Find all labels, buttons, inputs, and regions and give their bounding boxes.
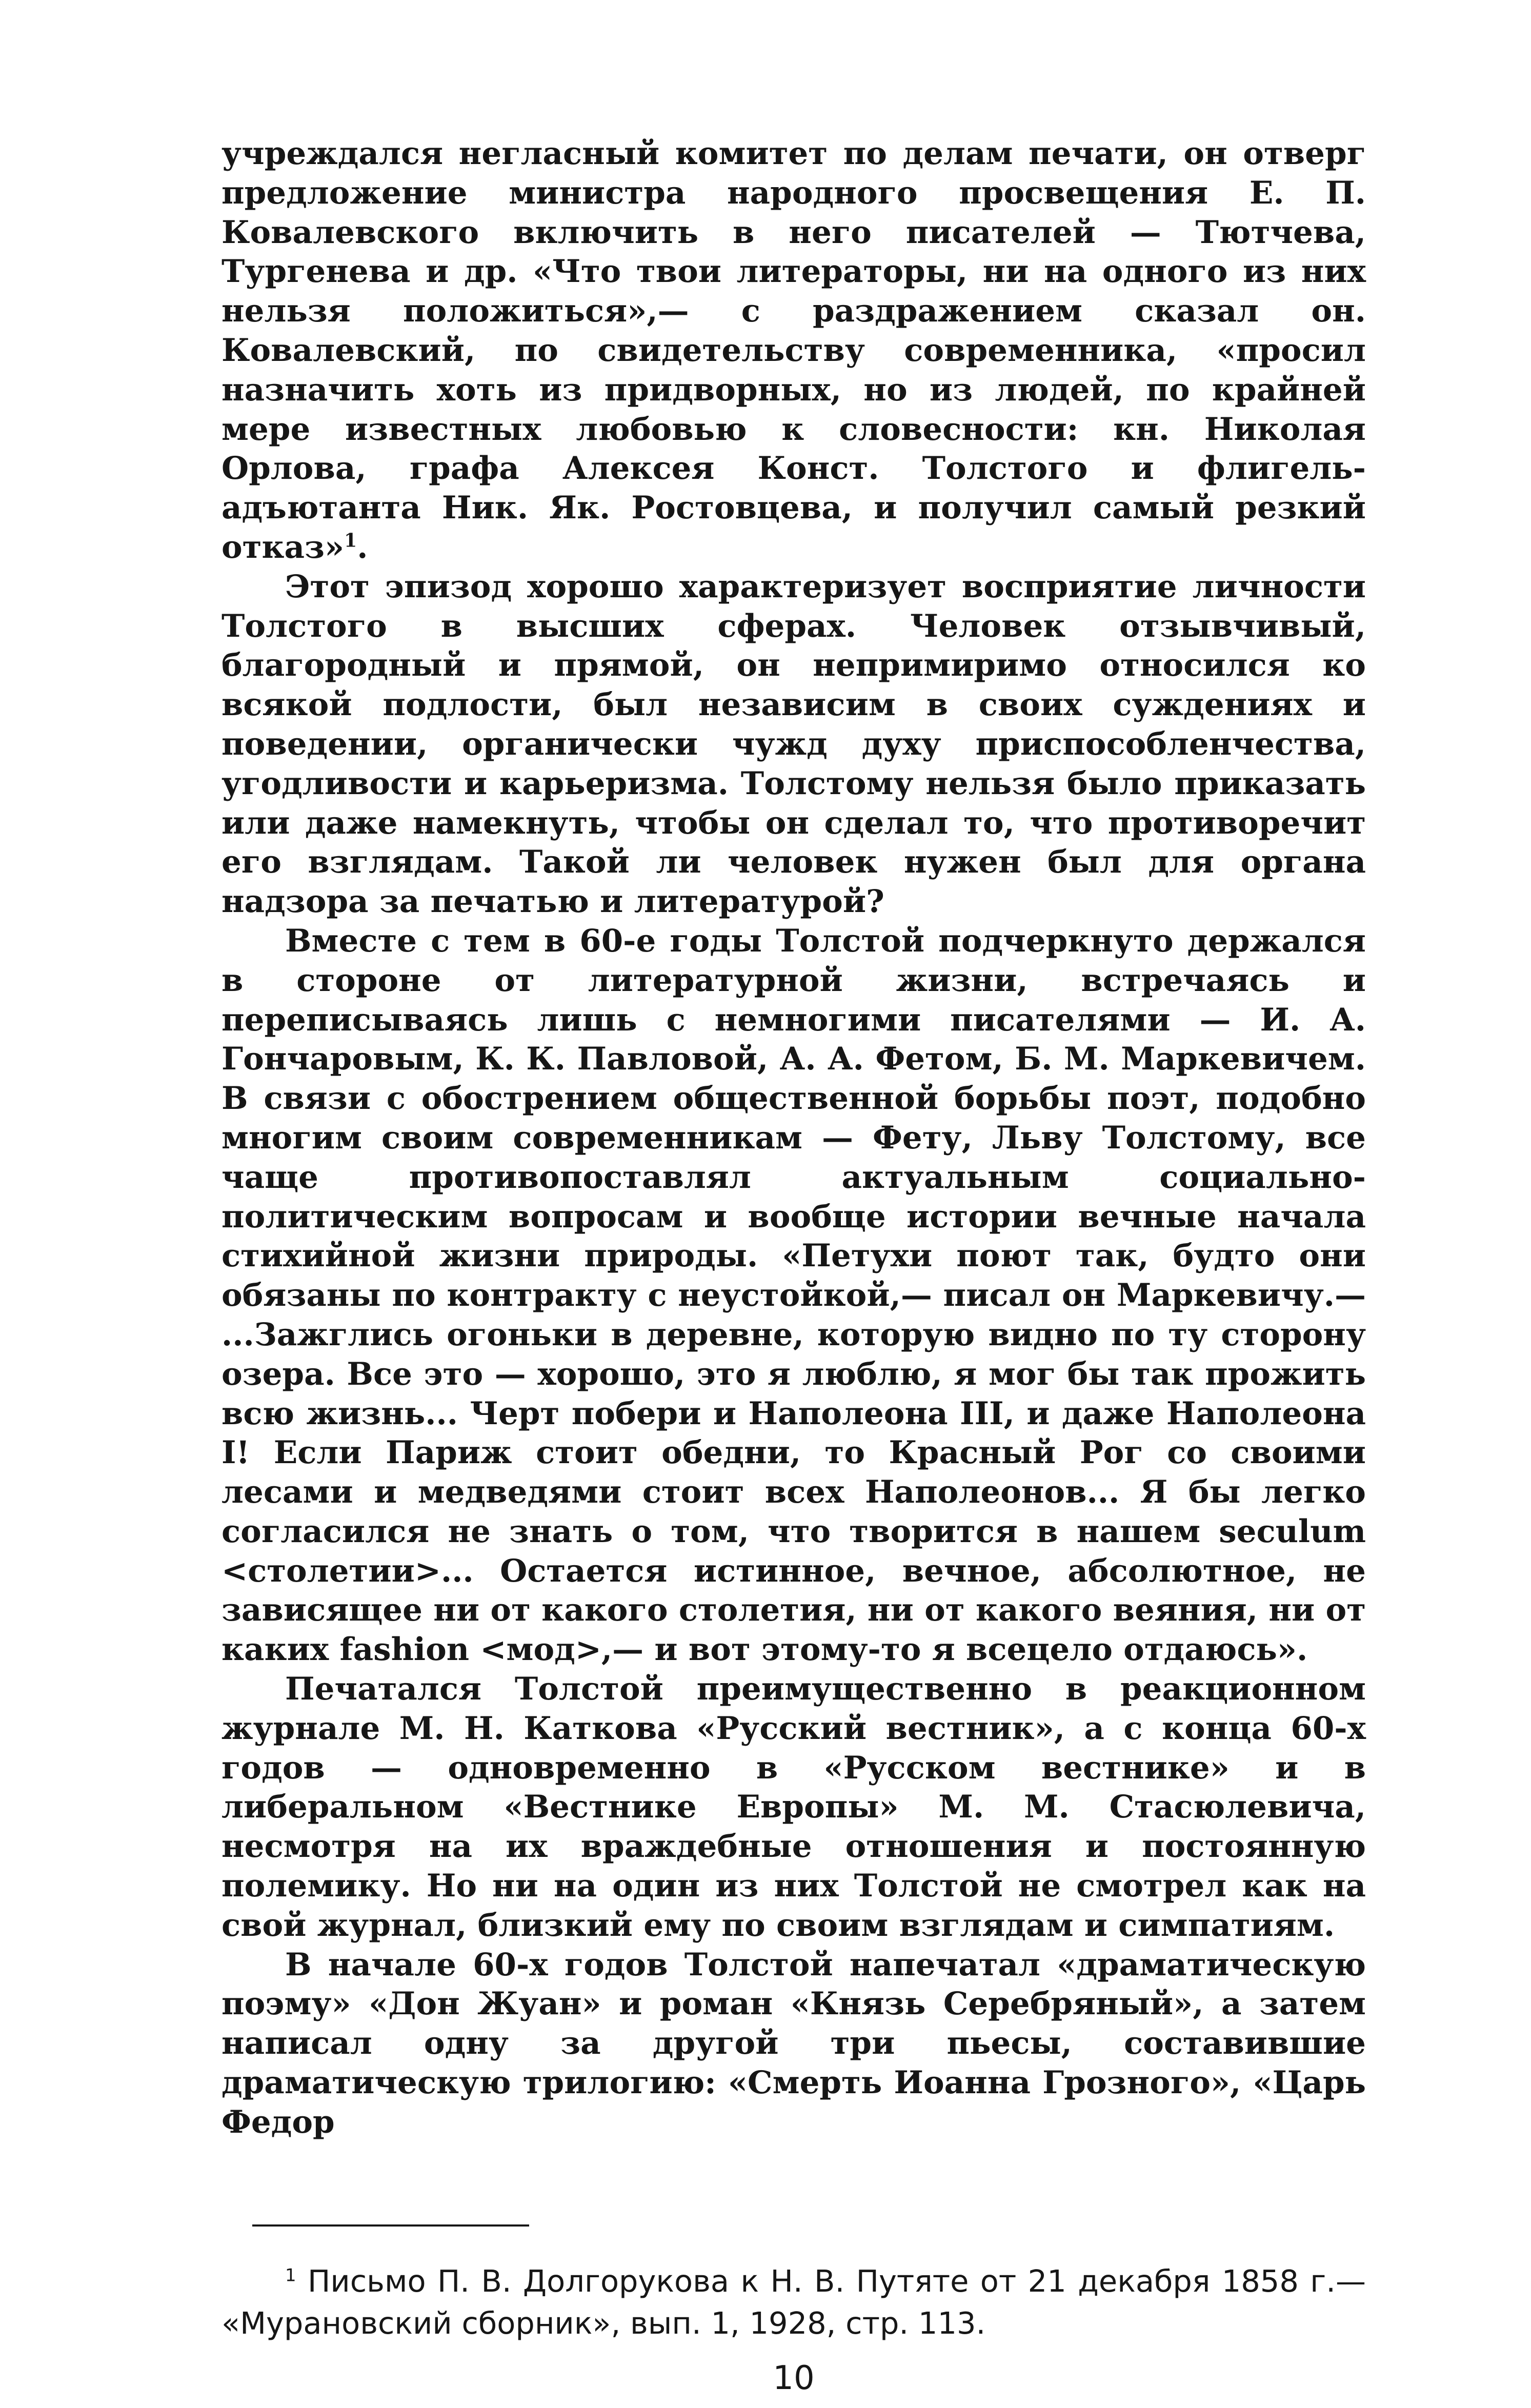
footnote-reference: 1: [344, 530, 357, 552]
page-number: 10: [773, 2359, 815, 2397]
paragraph-5: В начале 60-х годов Толстой напечатал «драматическую поэму» «Дон Жуан» и роман «Князь Серебряный», а затем написал одну за другой три пьесы, составившие драматическую трилогию: «Смерть Иоанна Грозного», «Царь Федор: [221, 1946, 1366, 2140]
paragraph-3: Вместе с тем в 60-е годы Толстой подчеркнуто держался в стороне от литературной жизни, встречаясь и переписываясь лишь с немногими писателями — И. А. Гончаровым, К. К. Павловой, А. А. Фетом, Б. М. Маркевичем. В связи с обострением общественной борьбы поэт, подобно многим своим современникам — Фету, Льву Толстому, все чаще противопоставлял актуальным социально-политическим вопросам и вообще истории вечные начала стихийной жизни природы. «Петухи поют так, будто они обязаны по контракту с неустойкой,— писал он Маркевичу.— ...Зажглись огоньки в деревне, которую видно по ту сторону озера. Все это — хорошо, это я люблю, я мог бы так прожить всю жизнь... Черт побери и Наполеона III, и даже Наполеона I! Если Париж стоит обедни, то Красный Рог со своими лесами и медведями стоит всех Наполеонов... Я бы легко согласился не знать о том, что творится в нашем seculum <столетии>... Остается истинное, вечное, абсолютное, не зависящее ни от какого столетия, ни от какого веяния, ни от каких fashion <мод>,— и вот этому-то я всецело отдаюсь».: [221, 922, 1366, 1668]
paragraph-2: Этот эпизод хорошо характеризует восприятие личности Толстого в высших сферах. Человек отзывчивый, благородный и прямой, он непримиримо относился ко всякой подлости, был независим в своих суждениях и поведении, органически чужд духу приспособленчества, угодливости и карьеризма. Толстому нельзя было приказать или даже намекнуть, чтобы он сделал то, что противоречит его взглядам. Такой ли человек нужен был для органа надзора за печатью и литературой?: [221, 568, 1366, 920]
footnote-divider: [252, 2224, 529, 2227]
footnote-text: Письмо П. В. Долгорукова к Н. В. Путяте от 21 декабря 1858 г.— «Мурановский сборник», вып. 1, 1928, стр. 113.: [221, 2263, 1366, 2341]
book-page: [221, 134, 1366, 2399]
paragraph-4: Печатался Толстой преимущественно в реакционном журнале М. Н. Каткова «Русский вестник», а с конца 60-х годов — одновременно в «Русском вестнике» и в либеральном «Вестнике Европы» М. М. Стасюлевича, несмотря на их враждебные отношения и постоянную полемику. Но ни на один из них Толстой не смотрел как на свой журнал, близкий ему по своим взглядам и симпатиям.: [221, 1671, 1366, 1944]
footnote-marker: 1: [285, 2264, 296, 2285]
paragraph-1-text: учреждался негласный комитет по делам печати, он отверг предложение министра народного просвещения Е. П. Ковалевского включить в него писателей — Тютчева, Тургенева и др. «Что твои литераторы, ни на одного из них нельзя положиться»,— с раздражением сказал он. Ковалевский, по свидетельству современника, «просил назначить хоть из придворных, но из людей, по крайней мере известных любовью к словесности: кн. Николая Орлова, графа Алексея Конст. Толстого и флигель-адъютанта Ник. Як. Ростовцева, и получил самый резкий отказ»: [221, 135, 1366, 565]
paragraph-1: [221, 134, 1366, 568]
paragraph-1-end: .: [357, 529, 368, 565]
footnote: [221, 2260, 1366, 2344]
